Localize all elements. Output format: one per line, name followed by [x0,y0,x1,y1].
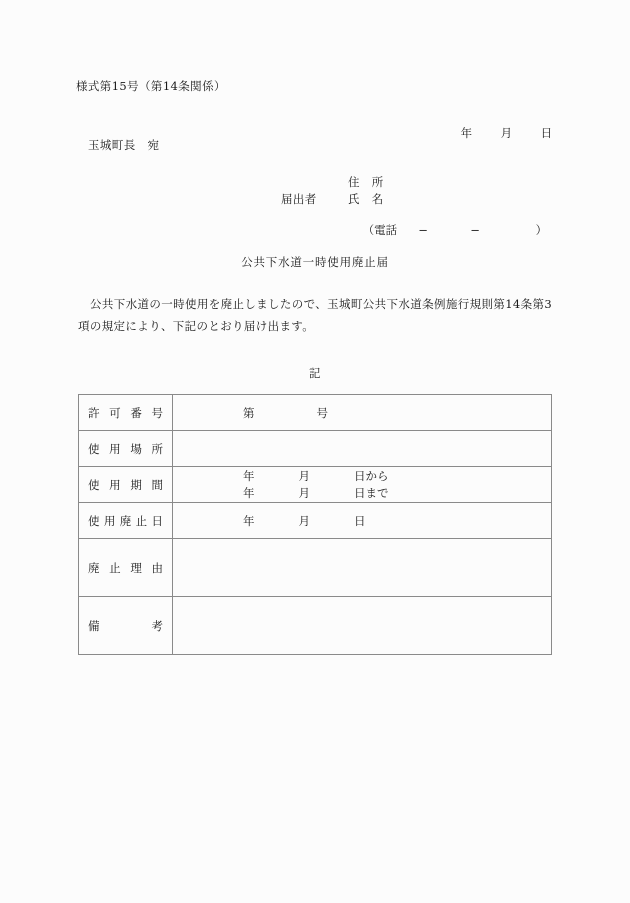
row-label-discontinue-date [79,503,173,539]
row-label-text: 許可番号 [88,405,163,420]
permit-number-placeholder [181,405,551,421]
row-label-text: 使用場所 [88,441,163,456]
period-from-day: 日から [354,468,389,483]
table-row [79,597,552,655]
row-label-usage-location [79,431,173,467]
date-month-label: 月 [500,126,513,141]
phone-close-paren: ） [535,223,548,238]
permit-number-suffix: 号 [316,405,328,420]
table-row [79,467,552,503]
period-to-month: 月 [298,485,310,500]
row-value-discontinue-date[interactable] [173,503,552,539]
discontinue-date-day: 日 [354,513,366,528]
row-label-text: 使用廃止日 [88,513,163,528]
phone-dash-2: − [470,223,480,238]
submitter-address-label: 住 所 [348,175,384,189]
row-value-remarks[interactable] [173,597,552,655]
row-label-permit-number [79,395,173,431]
table-row [79,395,552,431]
row-label-discontinue-reason [79,539,173,597]
phone-dash-1: − [418,223,428,238]
row-label-text: 廃止理由 [88,560,163,575]
row-value-usage-period[interactable] [173,467,552,503]
row-value-usage-location[interactable] [173,431,552,467]
period-from-month: 月 [298,468,310,483]
table-row [79,431,552,467]
submitter-name-label: 氏 名 [348,192,384,206]
period-to-day: 日まで [354,485,389,500]
body-paragraph: 公共下水道の一時使用を廃止しましたので、玉城町公共下水道条例施行規則第14条第3項の規定により、下記のとおり届け出ます。 [78,297,552,333]
date-year-label: 年 [460,126,473,141]
usage-period-from-line [181,468,551,485]
discontinue-date-year: 年 [243,513,255,528]
ki-marker: 記 [309,366,321,380]
row-value-permit-number[interactable] [173,395,552,431]
form-number: 様式第15号（第14条関係） [76,79,226,93]
date-line [446,114,552,154]
submitter-phone-line [348,211,547,251]
row-value-discontinue-reason[interactable] [173,539,552,597]
form-table [78,394,552,655]
addressee: 玉城町長 宛 [88,138,160,152]
page-title: 公共下水道一時使用廃止届 [241,255,389,269]
table-row [79,539,552,597]
row-label-usage-period [79,467,173,503]
period-from-year: 年 [243,468,255,483]
row-label-remarks [79,597,173,655]
discontinue-date-line [181,513,551,529]
submitter-label: 届出者 [281,192,317,206]
usage-period-to-line [181,485,551,502]
phone-open-paren: （電話 [362,223,398,238]
permit-number-prefix: 第 [243,405,255,420]
date-day-label: 日 [540,126,553,141]
discontinue-date-month: 月 [298,513,310,528]
period-to-year: 年 [243,485,255,500]
row-label-text: 備考 [88,618,163,633]
table-row [79,503,552,539]
row-label-text: 使用期間 [88,477,163,492]
